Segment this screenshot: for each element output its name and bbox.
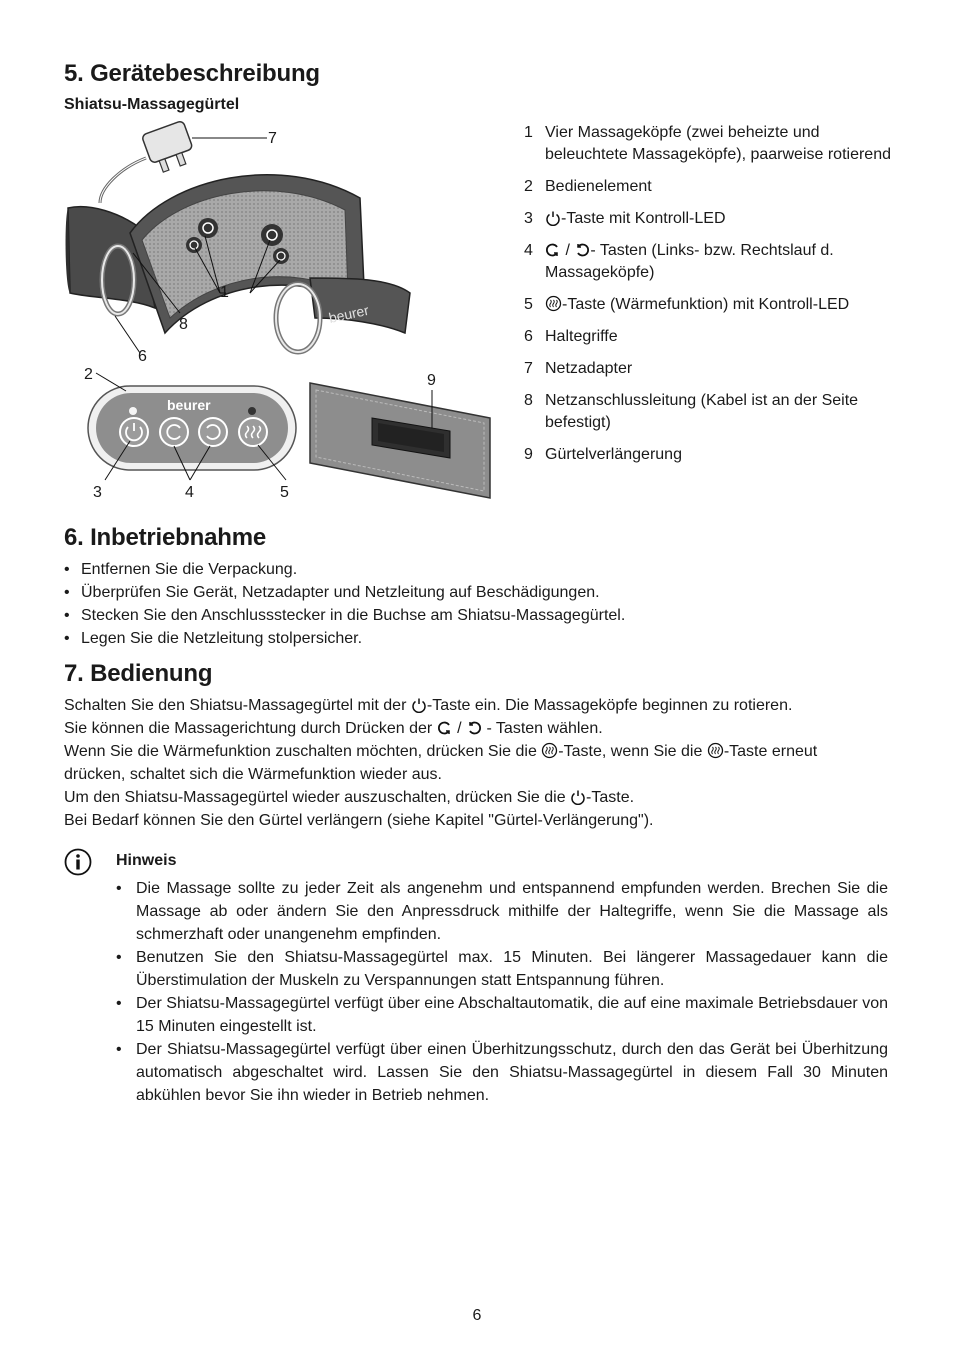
callout-4: 4	[185, 484, 194, 501]
section-6-title: 6. Inbetriebnahme	[64, 524, 266, 551]
note-title: Hinweis	[116, 852, 177, 869]
section-6-steps	[64, 558, 894, 650]
paragraph-line: Bei Bedarf können Sie den Gürtel verlängern (siehe Kapitel "Gürtel-Verlängerung").	[64, 812, 654, 829]
paragraph-line: Sie können die Massagerichtung durch Drücken der / - Tasten wählen.	[64, 720, 603, 737]
info-icon	[64, 848, 92, 876]
heat-icon	[707, 742, 724, 759]
part-item-8: 8 Netzanschlussleitung (Kabel ist an der Seite befestigt)	[524, 392, 859, 431]
callout-1: 1	[220, 284, 229, 301]
callout-9: 9	[427, 372, 436, 389]
callout-3: 3	[93, 484, 102, 501]
belt-brand-logo: beurer	[327, 301, 371, 326]
list-item: • Stecken Sie den Anschlussstecker in die Buchse am Shiatsu-Massagegürtel.	[64, 604, 894, 627]
part-item-2: 2 Bedienelement	[524, 178, 652, 195]
product-figure	[60, 118, 510, 508]
callout-5: 5	[280, 484, 289, 501]
belt-extension	[310, 383, 490, 498]
list-item: • Benutzen Sie den Shiatsu-Massagegürtel max. 15 Minuten. Bei längerer Massagedauer kann die Überstimulation der Muskeln zu Verspannungen statt Entspannung führen.	[116, 946, 888, 992]
power-icon	[411, 697, 427, 713]
power-icon	[545, 210, 561, 226]
power-icon	[570, 789, 586, 805]
rotate-left-icon	[545, 242, 561, 258]
heat-icon	[545, 295, 562, 312]
panel-brand-logo: beurer	[167, 397, 211, 413]
callout-2: 2	[84, 366, 93, 383]
paragraph-line: drücken, schaltet sich die Wärmefunktion wieder aus.	[64, 766, 442, 783]
paragraph-line: Schalten Sie den Shiatsu-Massagegürtel mit der -Taste ein. Die Massageköpfe beginnen zu rotieren.	[64, 697, 793, 714]
section-7-body	[64, 694, 904, 832]
rotate-right-icon	[574, 242, 590, 258]
power-adapter	[141, 120, 197, 175]
rotate-right-icon	[466, 720, 482, 736]
section-7-title: 7. Bedienung	[64, 660, 213, 687]
list-item: • Entfernen Sie die Verpackung.	[64, 558, 894, 581]
part-item-4: 4 / - Tasten (Links- bzw. Rechtslauf d. Massageköpfe)	[524, 242, 834, 281]
part-item-1: 1 Vier Massageköpfe (zwei beheizte und beleuchtete Massageköpfe), paarweise rotierend	[524, 124, 891, 163]
parts-list	[524, 122, 904, 476]
massage-belt-illustration	[60, 118, 510, 508]
part-item-5: 5 -Taste (Wärmefunktion) mit Kontroll-LED	[524, 296, 850, 313]
paragraph-line: Wenn Sie die Wärmefunktion zuschalten möchten, drücken Sie die -Taste, wenn Sie die -Taste erneut	[64, 743, 818, 760]
part-item-6: 6 Haltegriffe	[524, 328, 618, 345]
part-item-7: 7 Netzadapter	[524, 360, 633, 377]
list-item: • Überprüfen Sie Gerät, Netzadapter und Netzleitung auf Beschädigungen.	[64, 581, 894, 604]
part-item-3: 3 -Taste mit Kontroll-LED	[524, 210, 726, 227]
list-item: • Der Shiatsu-Massagegürtel verfügt über einen Überhitzungsschutz, durch den das Gerät bei Überhitzung automatisch abgeschaltet wird. Lassen Sie den Shiatsu-Massagegürtel in diesem Fall 30 Minuten abkühlen bevor Sie ihn wieder in Betrieb nehmen.	[116, 1038, 888, 1107]
list-item: • Die Massage sollte zu jeder Zeit als angenehm und entspannend empfunden werden. Brechen Sie die Massage ab oder ändern Sie den Anpressdruck mithilfe der Haltegriffe, wenn Sie die Massage als schmerzhaft oder unangenehm empfinden.	[116, 877, 888, 946]
section-5-title: 5. Gerätebeschreibung	[64, 60, 320, 87]
rotate-left-icon	[437, 720, 453, 736]
heat-icon	[541, 742, 558, 759]
note-list	[116, 877, 888, 1107]
section-5-subtitle: Shiatsu-Massagegürtel	[64, 96, 240, 113]
callout-7: 7	[268, 130, 277, 147]
callout-8: 8	[179, 316, 188, 333]
part-item-9: 9 Gürtelverlängerung	[524, 446, 682, 463]
paragraph-line: Um den Shiatsu-Massagegürtel wieder auszuschalten, drücken Sie die -Taste.	[64, 789, 635, 806]
list-item: • Der Shiatsu-Massagegürtel verfügt über eine Abschaltautomatik, die auf eine maximale Betriebsdauer von 15 Minuten eingestellt ist.	[116, 992, 888, 1038]
list-item: • Legen Sie die Netzleitung stolpersicher.	[64, 627, 894, 650]
callout-6: 6	[138, 348, 147, 365]
page-number: 6	[472, 1307, 482, 1324]
